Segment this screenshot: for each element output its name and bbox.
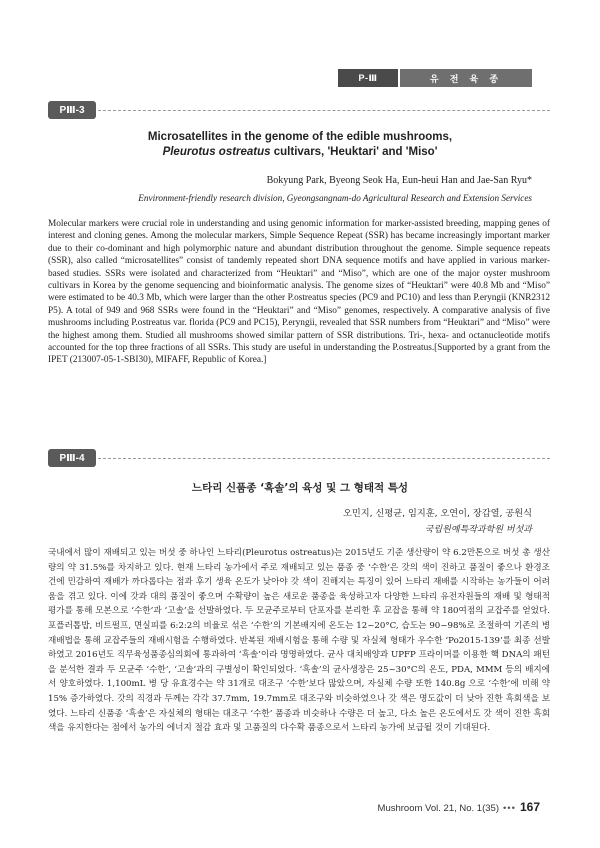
paper-authors: Bokyung Park, Byeong Seok Ha, Eun-heui Han and Jae-San Ryu* (266, 175, 532, 186)
page-footer (378, 800, 540, 814)
paper-affiliation: Environment-friendly research division, Gyeongsangnam-do Agricultural Research and Extension Services (138, 193, 532, 203)
section-divider (98, 110, 550, 111)
footer-dots: ••• (502, 803, 516, 814)
paper-title-line2 (60, 145, 540, 160)
paper-affiliation: 국립원예특작과학원 버섯과 (424, 525, 532, 535)
page-number: 167 (519, 800, 540, 814)
paper-title (60, 130, 540, 160)
journal-citation: Mushroom Vol. 21, No. 1(35) (377, 803, 499, 814)
paper-abstract: Molecular markers were crucial role in understanding and using genomic information for marker-assisted breeding, mapping genes of interest and cloning genes. Among the molecular markers, Simple Sequence Repeat (SSR) has became increasingly important marker due to their co-dominant and high polymorphic nature and abundant distribution throughout the genome. Simple sequence repeats (SSR), also called “microsatellites” consist of tandemly repeated short DNA sequence motifs and have applied in various marker-based studies. SSRs were isolated and characterized from “Heuktari” and “Miso”, which are one of the major oyster mushroom cultivars in Korea by the genome sequencing and bioinformatic analysis. The genome sizes of “Heuktari” were 40.8 Mb and “Miso” were estimated to be 40.3 Mb, which were larger than the other P.ostreatus species (PC9 and PC10) and less than P.eryngii (KNR2312 P5). A total of 949 and 968 SSRs were found in the “Heuktari” and “Miso” genomes, respectively. A comparative analysis of five mushrooms including P.ostreatus var. florida (PC9 and PC15), P.eryngii, revealed that SSR numbers from “Heuktari” and “Miso” were the highest among them. Studied all mushrooms showed similar pattern of SSR distributions. Tri-, hexa- and octanucleotide motifs accounted for the top three fractions of all SSRs. This study are useful in understanding the P.ostreatus.[Supported by a grant from the IPET (213007-05-1-SBI30), MIFAFF, Republic of Korea.] (48, 219, 550, 366)
paper-code-badge: PⅢ-3 (48, 101, 96, 119)
paper-code-badge: PⅢ-4 (48, 449, 96, 467)
paper-abstract: 국내에서 많이 재배되고 있는 버섯 중 하나인 느타리(Pleurotus ostreatus)는 2015년도 기준 생산량이 약 6.2만톤으로 버섯 총 생산량의 약 31.5%를 차지하고 있다. 현재 느타리 농가에서 주로 재배되고 있는 품종 중 ‘수한’은 갓의 색이 진하고 품질이 좋으나 환경조건에 민감하여 재배가 까다롭다는 점과 후기 생육 온도가 낮아야 갓 색이 진해지는 특징이 있어 느타리 재배를 시작하는 농가들이 어려움을 겪고 있다. 이에 갓과 대의 품질이 좋으며 수확량이 높은 새로운 품종을 육성하고자 다양한 느타리 유전자원들의 재배 및 형태적 평가를 통해 모본으로 ‘수한’과 ‘고솔’을 선발하였다. 두 모균주로부터 단포자를 분리한 후 교잡을 통해 약 180여점의 교잡주를 얻었다. 포플러톱밥, 비트펄프, 면실피를 6:2:2의 비율로 섞은 ‘수한’의 기본배지에 온도는 12~20°C, 습도는 90~98%로 조절하여 기존의 병재배법을 통해 교잡주들의 재배시험을 수행하였다. 반복된 재배시험을 통해 수량 및 자실체 형태가 우수한 ‘Po2015-139’를 최종 선발하였고 2016년도 직무육성품종심의회에 통과하여 ‘흑솔’이라 명명하였다. 균사 대치배양과 UPFP 프라이머를 이용한 핵 DNA의 패턴을 분석한 결과 두 모균주 ‘수한’, ‘고솔’과의 구별성이 확인되었다. ‘흑솔’의 균사생장은 25~30°C의 온도, PDA, MMM 등의 배지에서 양호하였다. 1,100mL 병 당 유효경수는 약 31개로 대조구 ‘수한’보다 많았으며, 자실체 수량 또한 140.8g 으로 ‘수한’에 비해 약 15% 증가하였다. 갓의 직경과 두께는 각각 37.7mm, 19.7mm로 대조구와 비슷하였으나 갓 색은 명도값이 더 낮아 진한 흑회색을 보였다. 느타리 신품종 ‘흑솔’은 자실체의 형태는 대조구 ‘수한’ 품종과 비슷하나 수량은 더 높고, 다소 높은 온도에서도 갓 색이 진한 흑회색을 유지한다는 점에서 농가의 에너지 절감 효과 및 고품질의 다수확 품종으로서 느타리 농가에 보급될 것이 기대된다. (48, 548, 550, 734)
paper-title-rest: cultivars, 'Heuktari' and 'Miso' (270, 146, 438, 158)
paper-title: 느타리 신품종 ‘흑솔’의 육성 및 그 형태적 특성 (191, 482, 409, 494)
species-name: Pleurotus ostreatus (162, 146, 271, 158)
section-divider (98, 458, 550, 459)
paper-authors: 오민지, 신평균, 임지훈, 오연이, 장갑열, 공원식 (343, 508, 532, 519)
paper-title-line1: Microsatellites in the genome of the edible mushrooms, (147, 131, 453, 143)
header-section-label: 유 전 육 종 (400, 69, 532, 87)
header-part-label: P-Ⅲ (338, 69, 398, 87)
running-header (338, 69, 532, 87)
